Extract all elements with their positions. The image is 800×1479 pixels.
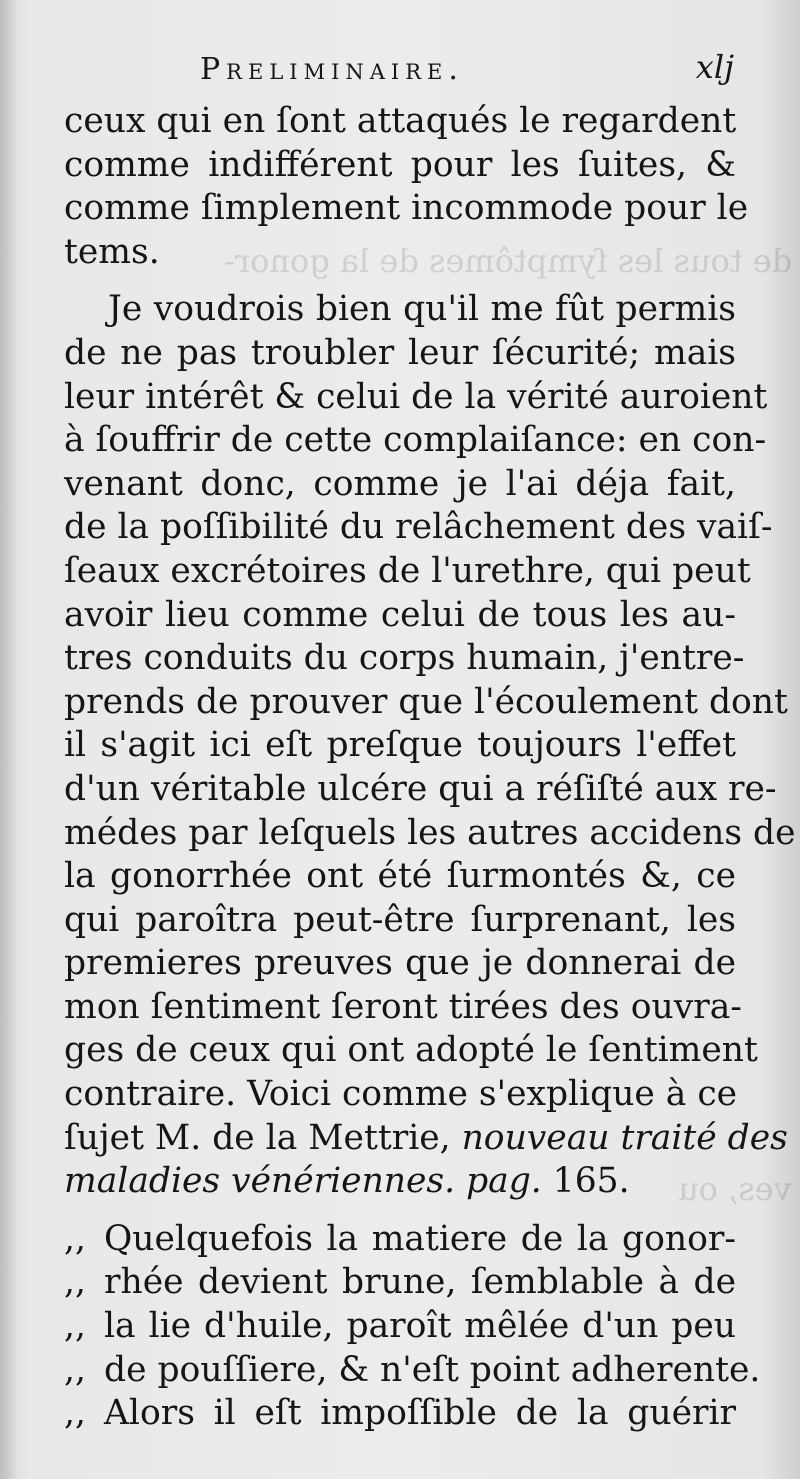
gutter-shadow — [0, 0, 18, 1479]
text-line: ceux qui en ſont attaqués le regardent — [64, 101, 737, 141]
text-segment: rhée devient brune, ſemblable à de — [104, 1262, 736, 1303]
page-header — [200, 48, 740, 98]
text-line: de la poſſibilité du relâchement des vaiſ- — [64, 507, 773, 548]
text-line: de ne pas troubler leur ſécurité; mais — [64, 332, 736, 373]
text-line: qui paroîtra peut-être ſurprenant, les — [64, 899, 736, 940]
text-line — [64, 1117, 788, 1161]
bleed-through-text: ves, ou — [678, 1170, 792, 1208]
quote-line — [64, 1349, 761, 1393]
text-line: mon ſentiment ſeront tirées des ouvra- — [64, 986, 742, 1027]
text-segment: Quelquefois la matiere de la gonor- — [104, 1218, 736, 1259]
text-line: comme indifférent pour les ſuites, & — [64, 144, 736, 185]
body-text — [64, 100, 796, 1436]
text-line: médes par leſquels les autres accidens de — [64, 812, 796, 853]
text-line: tres conduits du corps humain, j'entre- — [64, 638, 745, 679]
text-segment: Alors il eſt impoſſible de la guérir — [104, 1393, 736, 1434]
bleed-through-text: de tous les ſymptômes de la gonor- — [223, 242, 792, 280]
quote-mark: ,, — [64, 1218, 86, 1259]
text-line: avoir lieu comme celui de tous les au- — [64, 594, 736, 635]
text-segment: de pouſſiere, & n'eſt point adherente. — [104, 1349, 761, 1390]
quote-mark: ,, — [64, 1349, 86, 1390]
text-segment: la lie d'huile, paroît mêlée d'un peu — [104, 1306, 736, 1347]
text-line: à ſouffrir de cette complaiſance: en con- — [64, 420, 767, 461]
text-line: leur intérêt & celui de la vérité auroient — [64, 376, 768, 417]
page-number: xlj — [695, 48, 734, 86]
quote-line — [64, 1305, 736, 1349]
running-title: Preliminaire. — [200, 52, 464, 87]
quote-mark: ,, — [64, 1393, 86, 1434]
text-line: premieres preuves que je donnerai de — [64, 943, 736, 984]
citation-title: nouveau traité des — [461, 1117, 788, 1158]
text-line: Je voudrois bien qu'il me fût permis — [108, 289, 736, 330]
text-line: il s'agit ici eſt preſque toujours l'effet — [64, 725, 736, 766]
quote-mark: ,, — [64, 1262, 86, 1303]
text-line: ſeaux excrétoires de l'urethre, qui peut — [64, 550, 751, 591]
text-line — [64, 1160, 736, 1204]
text-line: tems. — [64, 231, 160, 272]
text-line: d'un véritable ulcére qui a réſiſté aux re- — [64, 768, 777, 809]
quote-mark: ,, — [64, 1306, 86, 1347]
text-line: la gonorrhée ont été ſurmontés &, ce — [64, 856, 736, 897]
text-line: prends de prouver que l'écoulement dont — [64, 681, 788, 722]
text-line: ges de ceux qui ont adopté le ſentiment — [64, 1030, 758, 1071]
text-line: venant donc, comme je l'ai déja fait, — [64, 463, 736, 504]
quote-line — [64, 1392, 736, 1436]
quote-line — [64, 1261, 736, 1305]
text-line: contraire. Voici comme s'explique à ce — [64, 1074, 738, 1115]
text-segment: ſujet M. de la Mettrie, — [64, 1117, 451, 1158]
quote-line — [64, 1218, 736, 1262]
text-line: comme ſimplement incommode pour le — [64, 188, 749, 229]
citation-page: 165. — [552, 1161, 630, 1202]
citation-title-continued: maladies vénériennes. pag. — [64, 1161, 542, 1202]
